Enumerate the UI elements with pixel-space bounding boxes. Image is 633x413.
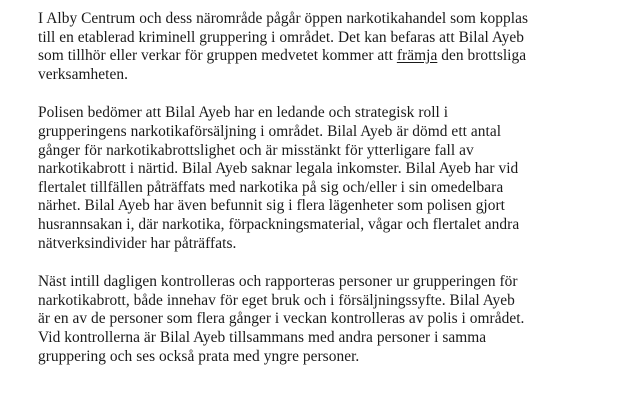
text-line: Näst intill dagligen kontrolleras och rapporteras personer ur grupperingen för — [38, 273, 518, 291]
text-line: närhet. Bilal Ayeb har även befunnit sig i flera lägenheter som polisen gjort — [38, 197, 506, 215]
paragraph-spacer — [38, 84, 628, 104]
text-line: Vid kontrollerna är Bilal Ayeb tillsammans med andra personer i samma — [38, 328, 487, 346]
paragraph-1 — [38, 10, 628, 84]
text-line: till en etablerad kriminell gruppering i området. Det kan befaras att Bilal Ayeb — [38, 28, 524, 46]
text-line: I Alby Centrum och dess närområde pågår öppen narkotikahandel som kopplas — [38, 10, 529, 27]
text-line: gånger för narkotikabrottslighet och är misstänkt för ytterligare fall av — [38, 141, 474, 159]
document-page — [38, 10, 628, 366]
underlined-word: främja — [396, 47, 438, 65]
paragraph-3 — [38, 273, 628, 366]
paragraph-spacer — [38, 253, 628, 273]
text-line: gruppering och ses också prata med yngre personer. — [38, 347, 360, 365]
paragraph-2 — [38, 104, 628, 253]
text-line: narkotikabrott, både innehav för eget bruk och i försäljningssyfte. Bilal Ayeb — [38, 291, 515, 309]
text-line: nätverksindivider har påträffats. — [38, 234, 237, 252]
text-line: narkotikabrott i närtid. Bilal Ayeb saknar legala inkomster. Bilal Ayeb har vid — [38, 160, 519, 178]
text-segment: den brottsliga — [437, 47, 527, 65]
text-line: verksamheten. — [38, 65, 128, 83]
text-line — [38, 47, 628, 66]
text-segment: som tillhör eller verkar för gruppen medvetet kommer att — [38, 47, 397, 65]
text-line: flertalet tillfällen påträffats med narkotika på sig och/eller i sin omedelbara — [38, 178, 504, 196]
text-line: grupperingens narkotikaförsäljning i området. Bilal Ayeb är dömd ett antal — [38, 122, 502, 140]
text-line: husrannsakan i, där narkotika, förpackningsmaterial, vågar och flertalet andra — [38, 215, 520, 233]
text-line: Polisen bedömer att Bilal Ayeb har en ledande och strategisk roll i — [38, 104, 449, 122]
text-line: är en av de personer som flera gånger i veckan kontrolleras av polis i området. — [38, 310, 525, 328]
